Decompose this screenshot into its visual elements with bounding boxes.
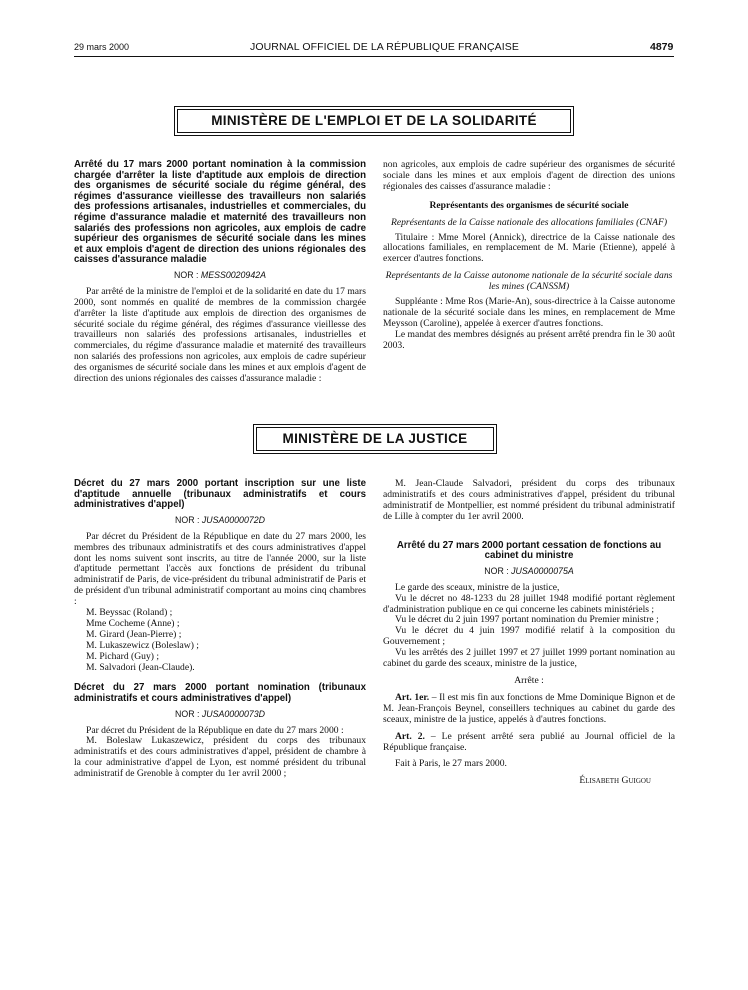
nor-reference [383, 566, 675, 577]
column-1 [74, 160, 366, 385]
arrete-title: Arrêté du 27 mars 2000 portant cessation de fonctions au cabinet du ministre [396, 539, 662, 562]
list-item: M. Girard (Jean-Pierre) ; [86, 628, 182, 640]
decree1-title: Décret du 27 mars 2000 portant inscription sur une liste d'aptitude annuelle (tribunaux administratifs et cours administratives d'appel) [74, 478, 366, 511]
column-3 [74, 479, 366, 780]
article-1-label: Art. 1er. [395, 691, 430, 703]
list-item: M. Lukaszewicz (Boleslaw) ; [86, 639, 199, 651]
canssm-heading: Représentants de la Caisse autonome nationale de la sécurité sociale dans les mines (CANSSM) [385, 270, 673, 293]
nor-code: JUSA0000075A [511, 565, 574, 576]
article-1 [383, 693, 675, 726]
decree2-body-intro: Par décret du Président de la République en date du 27 mars 2000 : [86, 724, 344, 736]
column-4 [383, 479, 675, 787]
header-journal-title: JOURNAL OFFICIEL DE LA RÉPUBLIQUE FRANÇAISE [250, 41, 519, 53]
subheading-representatives: Représentants des organismes de sécurité sociale [429, 199, 629, 211]
article-2-label: Art. 2. [395, 730, 425, 742]
article-body: Par arrêté de la ministre de l'emploi et de la solidarité en date du 17 mars 2000, sont nommés en qualité de membres de la commission chargée d'arrêter la liste d'aptitude aux emplois de direction des organismes de sécurité sociale du régime général, des régimes d'assurance vieillesse des travailleurs non salariés des professions artisanales, industrielles et commerciales, du régime d'assurance maladie et maternité des travailleurs non salariés des professions non agricoles, aux emplois de cadre supérieur des organismes de sécurité sociale dans les mines et aux emplois d'agent de direction des unions régionales des caisses d'assurance maladie : [74, 286, 366, 385]
article-2 [383, 732, 675, 754]
ministry-heading-justice: MINISTÈRE DE LA JUSTICE [256, 427, 494, 451]
nor-label: NOR : [175, 514, 200, 525]
column-2 [383, 160, 675, 352]
cnaf-text: Titulaire : Mme Morel (Annick), directrice de la Caisse nationale des allocations familiales, en remplacement de M. Marie (Etienne), appelé à exercer d'autres fonctions. [383, 231, 675, 265]
ministry-heading-emploi: MINISTÈRE DE L'EMPLOI ET DE LA SOLIDARITÉ [177, 109, 571, 133]
nor-code: JUSA0000072D [201, 514, 265, 525]
nor-reference [74, 270, 366, 281]
nor-code: JUSA0000073D [201, 708, 265, 719]
canssm-text: Suppléante : Mme Ros (Marie-An), sous-directrice à la Caisse autonome nationale de la sécurité sociale dans les mines, en remplacement de Mme Meysson (Caroline), appelée à exercer d'autres fonctions. [383, 296, 675, 329]
arrete-vu-2: Vu le décret du 2 juin 1997 portant nomination du Premier ministre ; [395, 614, 659, 626]
nor-code: MESS0020942A [200, 269, 266, 280]
nor-label: NOR : [174, 269, 199, 280]
article-body-continued: non agricoles, aux emplois de cadre supérieur des organismes de sécurité sociale dans les mines et aux emplois d'agent de direction des unions régionales des caisses d'assurance maladie : [383, 159, 675, 192]
names-list [74, 608, 366, 673]
arrete-word: Arrête : [514, 674, 544, 686]
arrete-intro: Le garde des sceaux, ministre de la justice, [395, 581, 560, 593]
list-item: M. Pichard (Guy) ; [86, 650, 160, 662]
arrete-vu-4: Vu les arrêtés des 2 juillet 1997 et 27 juillet 1999 portant nomination au cabinet du garde des sceaux, ministre de la justice, [383, 647, 675, 670]
arrete-vu-3: Vu le décret du 4 juin 1997 modifié relatif à la composition du Gouvernement ; [383, 625, 675, 648]
decree2-body-salvadori: M. Jean-Claude Salvadori, président du corps des tribunaux administratifs et des cours administratives d'appel, président du tribunal administratif de Montpellier, est nommé président du tribunal administratif de Lille à compter du 1er avril 2000. [383, 478, 675, 522]
signature: Élisabeth Guigou [579, 775, 651, 787]
arrete-vu-1: Vu le décret no 48-1233 du 28 juillet 1948 modifié portant règlement d'administration publique en ce qui concerne les cabinets ministériels ; [383, 592, 675, 615]
list-item: Mme Cocheme (Anne) ; [86, 617, 180, 629]
mandate-text: Le mandat des membres désignés au présent arrêté prendra fin le 30 août 2003. [383, 328, 675, 351]
nor-reference [74, 515, 366, 526]
header-rule [74, 56, 674, 57]
list-item: M. Beyssac (Roland) ; [86, 607, 173, 619]
nor-reference [74, 709, 366, 720]
nor-label: NOR : [175, 708, 200, 719]
article-title-emploi: Arrêté du 17 mars 2000 portant nomination à la commission chargée d'arrêter la liste d'aptitude aux emplois de direction des organismes de sécurité sociale du régime général, des régimes d'assurance vieillesse des travailleurs non salariés des professions artisanales, industrielles et commerciales, du régime d'assurance maladie et maternité des travailleurs non salariés des professions non agricoles, aux emplois de cadre supérieur des organismes de sécurité sociale dans les mines et aux emplois d'agent de direction des unions régionales des caisses d'assurance maladie [74, 159, 366, 266]
article-2-text: – Le présent arrêté sera publié au Journal officiel de la République française. [383, 730, 675, 753]
header-page-number: 4879 [650, 41, 674, 53]
decree1-body: Par décret du Président de la République en date du 27 mars 2000, les membres des tribunaux administratifs et des cours administratives d'appel dont les noms suivent sont inscrits, au titre de l'année 2000, sur la liste d'aptitude permettant l'accès aux fonctions de président du tribunal administratif de Paris, de vice-président du tribunal administratif de Paris et de président d'un tribunal administratif comportant au moins cinq chambres : [74, 530, 366, 608]
nor-label: NOR : [484, 565, 509, 576]
article-1-text: – Il est mis fin aux fonctions de Mme Dominique Bignon et de M. Jean-François Beynel, conseillers techniques au cabinet du garde des sceaux, ministre de la justice, appelés à d'autres fonctions. [383, 691, 675, 725]
decree2-title: Décret du 27 mars 2000 portant nomination (tribunaux administratifs et cours administratives d'appel) [74, 682, 366, 705]
place-date: Fait à Paris, le 27 mars 2000. [395, 758, 507, 770]
cnaf-heading: Représentants de la Caisse nationale des allocations familiales (CNAF) [390, 216, 668, 228]
header-date: 29 mars 2000 [74, 42, 130, 52]
decree2-body-lukaszewicz: M. Boleslaw Lukaszewicz, président du corps des tribunaux administratifs et des cours administratives d'appel, président de chambre à la cour administrative d'appel de Lyon, est nommé président du tribunal administratif de Grenoble à compter du 1er avril 2000 ; [74, 735, 366, 780]
list-item: M. Salvadori (Jean-Claude). [86, 661, 195, 673]
